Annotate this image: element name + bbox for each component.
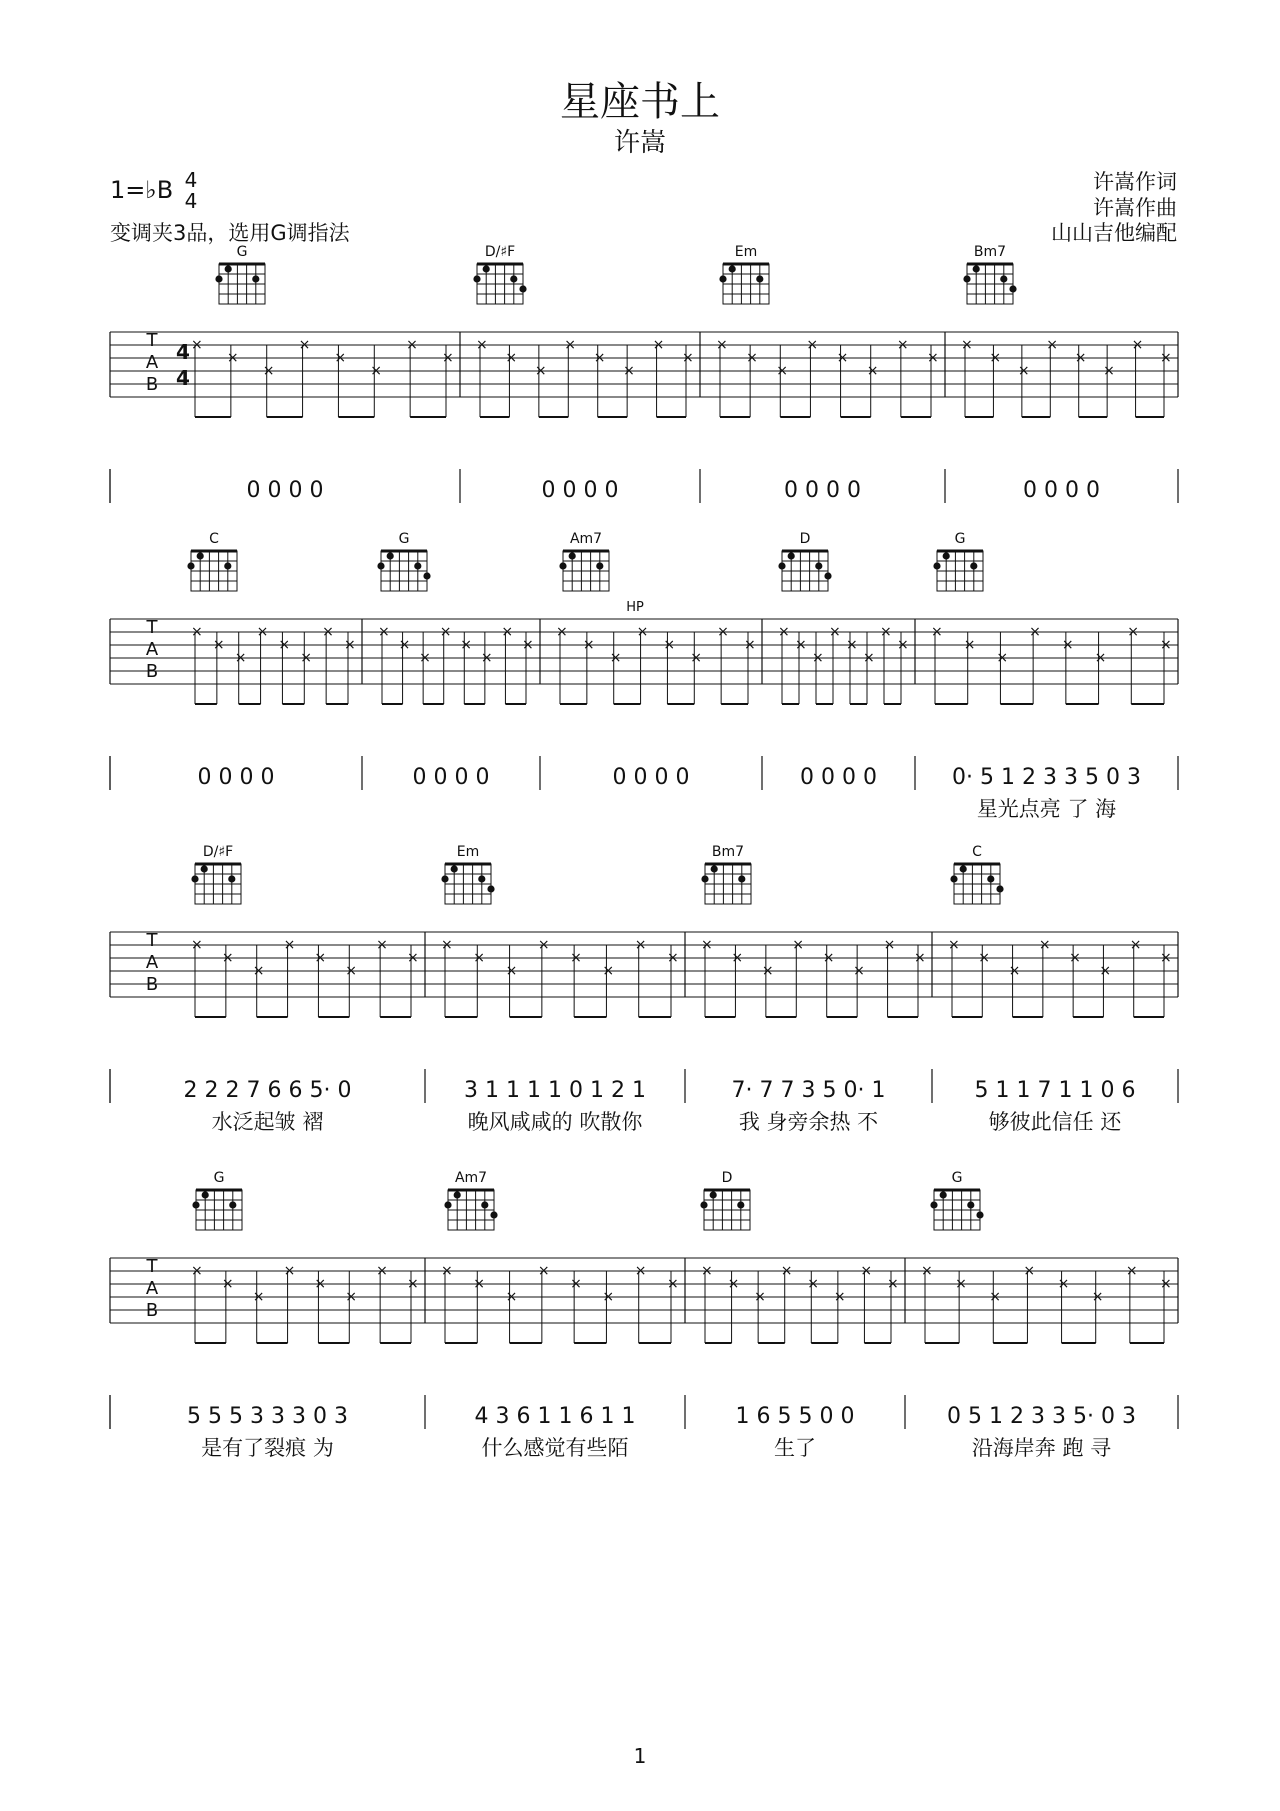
tab-clef-letter: B (145, 374, 159, 395)
chord-diagram (963, 244, 1016, 304)
note-marker: × (256, 624, 269, 640)
note-marker: × (1017, 363, 1030, 379)
chord-dot (710, 1191, 717, 1198)
note-marker: × (887, 1276, 899, 1292)
page-number: 1 (633, 1744, 647, 1768)
note-marker: × (283, 937, 296, 953)
jianpu-measure: 0 0 0 0 (197, 765, 275, 790)
note-marker: × (570, 1276, 582, 1292)
time-signature-top: 4 (184, 168, 198, 192)
chord-dot (490, 1211, 497, 1218)
note-marker: × (441, 937, 453, 953)
note-marker: × (1160, 950, 1172, 966)
note-marker: × (1069, 950, 1081, 966)
arranger-credit: 山山吉他编配 (1051, 221, 1177, 245)
chord-dot (788, 552, 795, 559)
note-marker: × (682, 350, 694, 366)
note-marker: × (746, 350, 758, 366)
note-marker: × (806, 337, 819, 353)
note-marker: × (278, 637, 291, 653)
chord-dot (192, 1201, 199, 1208)
note-marker: × (1131, 337, 1144, 353)
note-marker: × (439, 624, 452, 640)
note-marker: × (978, 950, 991, 966)
chord-dot (510, 275, 517, 282)
jianpu-measure: 0 0 0 0 (412, 765, 490, 790)
note-marker: × (419, 650, 431, 666)
chord-dot (701, 875, 708, 882)
chord-dot (960, 865, 967, 872)
composer-credit: 许嵩作曲 (1093, 196, 1177, 220)
jianpu-measure: 0 0 0 0 (784, 478, 861, 503)
note-marker: × (476, 337, 488, 353)
chord-diagram (930, 1170, 983, 1230)
note-marker: × (226, 350, 239, 366)
note-marker: × (1129, 937, 1142, 953)
chord-diagram (187, 531, 237, 591)
note-marker: × (883, 937, 896, 953)
chord-dot (933, 562, 940, 569)
chord-dot (963, 275, 970, 282)
chord-dot (441, 875, 448, 882)
jianpu-measure: 4 3 6 1 1 6 1 1 (474, 1404, 636, 1429)
tab-clef-letter: T (146, 1256, 158, 1277)
chord-dot (228, 875, 235, 882)
chord-dot (569, 552, 576, 559)
chord-name: Em (456, 844, 480, 860)
note-marker: × (717, 624, 729, 640)
note-marker: × (731, 950, 744, 966)
note-marker: × (460, 637, 473, 653)
chord-dot (824, 572, 831, 579)
note-marker: × (634, 937, 647, 953)
lyric-line: 什么感觉有些陌 (481, 1436, 629, 1460)
note-marker: × (921, 1263, 933, 1279)
note-marker: × (812, 650, 824, 666)
chord-diagram (215, 244, 265, 304)
note-marker: × (376, 1263, 388, 1279)
jianpu-measure: 0 0 0 0 (800, 765, 877, 790)
note-marker: × (505, 1289, 518, 1305)
note-marker: × (833, 1289, 846, 1305)
note-marker: × (1046, 337, 1059, 353)
lyricist-credit: 许嵩作词 (1093, 170, 1177, 194)
chord-diagram (559, 531, 609, 591)
tab-clef-letter: B (145, 661, 159, 682)
jianpu-measure: 7· 7 7 3 5 0· 1 (731, 1078, 886, 1103)
note-marker: × (1160, 350, 1172, 366)
note-marker: × (345, 1289, 358, 1305)
tab-clef-letter: B (145, 974, 159, 995)
note-marker: × (283, 1263, 296, 1279)
note-marker: × (609, 650, 622, 666)
system-row-2 (110, 531, 1178, 821)
note-marker: × (473, 1276, 486, 1292)
note-marker: × (252, 1289, 265, 1305)
chord-dot (483, 265, 490, 272)
chord-name: Am7 (569, 531, 603, 547)
chord-dot (387, 552, 394, 559)
note-marker: × (252, 963, 265, 979)
system-row-1 (110, 244, 1178, 503)
tab-clef-letter: A (145, 952, 159, 973)
system-row-3 (110, 844, 1178, 1134)
jianpu-measure: 0 0 0 0 (246, 478, 324, 503)
chord-name: G (213, 1170, 225, 1186)
tab-clef-letter: T (146, 617, 158, 638)
note-marker: × (996, 650, 1009, 666)
tab-clef-letter: B (145, 1300, 159, 1321)
chord-dot (487, 885, 494, 892)
jianpu-measure: 1 6 5 5 0 0 (735, 1404, 855, 1429)
note-marker: × (602, 963, 615, 979)
note-marker: × (221, 1276, 234, 1292)
chord-diagram (719, 244, 769, 304)
note-marker: × (1125, 1263, 1138, 1279)
note-marker: × (334, 350, 347, 366)
chord-dot (444, 1201, 451, 1208)
note-marker: × (322, 624, 334, 640)
note-marker: × (636, 624, 649, 640)
tab-time-signature: 4 (176, 340, 190, 364)
note-marker: × (853, 963, 865, 979)
tab-clef-letter: A (145, 352, 159, 373)
chord-dot (1009, 285, 1016, 292)
note-marker: × (537, 1263, 550, 1279)
lyric-line: 星光点亮 了 海 (976, 797, 1117, 821)
chord-name: G (398, 531, 410, 547)
note-marker: × (863, 650, 875, 666)
chord-dot (229, 1201, 236, 1208)
chord-dot (815, 562, 822, 569)
chord-dot (201, 865, 208, 872)
chord-dot (252, 275, 259, 282)
note-marker: × (1103, 363, 1115, 379)
chord-dot (596, 562, 603, 569)
note-marker: × (795, 637, 807, 653)
note-marker: × (345, 963, 358, 979)
chord-name: Em (734, 244, 758, 260)
chord-dot (224, 562, 231, 569)
chord-diagram (444, 1170, 497, 1230)
system-row-4 (110, 1170, 1178, 1460)
note-marker: × (754, 1289, 766, 1305)
note-marker: × (602, 1289, 615, 1305)
note-marker: × (897, 637, 909, 653)
chord-diagram (441, 844, 494, 904)
chord-name: D/♯F (202, 844, 234, 860)
note-marker: × (822, 950, 835, 966)
chord-name: D/♯F (484, 244, 516, 260)
chord-dot (454, 1191, 461, 1198)
jianpu-measure: 5 5 5 3 3 3 0 3 (187, 1404, 348, 1429)
chord-dot (215, 275, 222, 282)
lyric-line: 够彼此信任 还 (988, 1110, 1122, 1134)
chord-name: D (799, 531, 811, 547)
note-marker: × (807, 1276, 820, 1292)
note-marker: × (534, 363, 547, 379)
chord-diagram (701, 844, 751, 904)
note-marker: × (778, 624, 790, 640)
note-marker: × (1057, 1276, 1070, 1292)
artist-name: 许嵩 (613, 128, 666, 158)
chord-dot (729, 265, 736, 272)
jianpu-measure: 3 1 1 1 1 0 1 2 1 (464, 1078, 646, 1103)
chord-name: Bm7 (973, 244, 1007, 260)
chord-dot (711, 865, 718, 872)
song-title: 星座书上 (560, 79, 720, 125)
chord-dot (473, 275, 480, 282)
note-marker: × (212, 637, 225, 653)
note-marker: × (191, 624, 203, 640)
note-marker: × (1091, 1289, 1104, 1305)
note-marker: × (744, 637, 756, 653)
note-marker: × (480, 650, 493, 666)
jianpu-measure: 0 0 0 0 (612, 765, 690, 790)
note-marker: × (652, 337, 665, 353)
note-marker: × (298, 337, 311, 353)
note-marker: × (501, 624, 514, 640)
lyric-line: 是有了裂痕 为 (201, 1436, 334, 1460)
jianpu-measure: 0 0 0 0 (541, 478, 619, 503)
chord-dot (738, 875, 745, 882)
chord-diagram (192, 1170, 242, 1230)
note-marker: × (716, 337, 728, 353)
chord-name: G (951, 1170, 963, 1186)
note-marker: × (989, 1289, 1002, 1305)
chord-dot (700, 1201, 707, 1208)
note-marker: × (505, 350, 518, 366)
jianpu-measure: 2 2 2 7 6 6 5· 0 (183, 1078, 352, 1103)
chord-dot (943, 552, 950, 559)
note-marker: × (846, 637, 858, 653)
note-marker: × (1008, 963, 1021, 979)
note-marker: × (927, 350, 939, 366)
time-signature-bottom: 4 (184, 189, 198, 213)
note-marker: × (961, 337, 973, 353)
note-marker: × (701, 937, 713, 953)
note-marker: × (234, 650, 247, 666)
note-marker: × (300, 650, 313, 666)
note-marker: × (398, 637, 411, 653)
note-marker: × (623, 363, 635, 379)
chord-diagram (377, 531, 430, 591)
note-marker: × (866, 363, 879, 379)
chord-dot (225, 265, 232, 272)
note-marker: × (1038, 937, 1051, 953)
note-marker: × (370, 363, 383, 379)
note-marker: × (634, 1263, 647, 1279)
note-marker: × (262, 363, 275, 379)
note-marker: × (880, 624, 892, 640)
chord-diagram (933, 531, 983, 591)
tab-time-signature: 4 (176, 366, 190, 390)
chord-dot (519, 285, 526, 292)
chord-dot (996, 885, 1003, 892)
chord-dot (973, 265, 980, 272)
chord-dot (377, 562, 384, 569)
chord-name: G (236, 244, 248, 260)
chord-dot (970, 562, 977, 569)
note-marker: × (836, 350, 849, 366)
chord-dot (187, 562, 194, 569)
note-marker: × (191, 1263, 203, 1279)
note-marker: × (663, 637, 676, 653)
jianpu-measure: 0· 5 1 2 3 3 5 0 3 (952, 765, 1141, 790)
note-marker: × (776, 363, 789, 379)
note-marker: × (314, 1276, 327, 1292)
note-marker: × (690, 650, 703, 666)
note-marker: × (989, 350, 1002, 366)
note-marker: × (441, 1263, 453, 1279)
chord-dot (987, 875, 994, 882)
chord-name: C (972, 844, 982, 860)
note-marker: × (344, 637, 356, 653)
tab-clef-letter: A (145, 639, 159, 660)
note-marker: × (407, 1276, 419, 1292)
chord-dot (1000, 275, 1007, 282)
chord-dot (481, 1201, 488, 1208)
chord-name: Bm7 (711, 844, 745, 860)
note-marker: × (1094, 650, 1107, 666)
note-marker: × (556, 624, 568, 640)
note-marker: × (1099, 963, 1112, 979)
tab-clef-letter: A (145, 1278, 159, 1299)
chord-dot (414, 562, 421, 569)
lyric-line: 晚风咸咸的 吹散你 (467, 1110, 643, 1134)
chord-name: Am7 (454, 1170, 488, 1186)
chord-name: C (209, 531, 219, 547)
note-marker: × (727, 1276, 740, 1292)
note-marker: × (1029, 624, 1041, 640)
note-marker: × (564, 337, 577, 353)
note-marker: × (1023, 1263, 1036, 1279)
note-marker: × (442, 350, 454, 366)
chord-dot (191, 875, 198, 882)
note-marker: × (191, 337, 203, 353)
chord-dot (778, 562, 785, 569)
note-marker: × (1160, 637, 1172, 653)
chord-dot (930, 1201, 937, 1208)
note-marker: × (376, 937, 388, 953)
chord-dot (423, 572, 430, 579)
note-marker: × (931, 624, 943, 640)
note-marker: × (860, 1263, 873, 1279)
chord-dot (719, 275, 726, 282)
note-marker: × (1074, 350, 1087, 366)
chord-diagram (700, 1170, 750, 1230)
chord-diagram (191, 844, 241, 904)
chord-dot (559, 562, 566, 569)
lyric-line: 我 身旁余热 不 (738, 1110, 879, 1134)
note-marker: × (537, 937, 550, 953)
chord-dot (202, 1191, 209, 1198)
note-marker: × (667, 950, 679, 966)
note-marker: × (406, 337, 418, 353)
note-marker: × (191, 937, 203, 953)
chord-name: G (954, 531, 966, 547)
note-marker: × (667, 1276, 679, 1292)
tab-clef-letter: T (146, 330, 158, 351)
tab-clef-letter: T (146, 930, 158, 951)
lyric-line: 沿海岸奔 跑 寻 (971, 1436, 1112, 1460)
lyric-line: 生了 (774, 1436, 816, 1460)
note-marker: × (570, 950, 582, 966)
note-marker: × (378, 624, 390, 640)
note-marker: × (948, 937, 960, 953)
note-marker: × (761, 963, 774, 979)
note-marker: × (963, 637, 976, 653)
note-marker: × (407, 950, 419, 966)
chord-dot (967, 1201, 974, 1208)
note-marker: × (914, 950, 926, 966)
note-marker: × (701, 1263, 713, 1279)
note-marker: × (314, 950, 327, 966)
chord-name: D (721, 1170, 733, 1186)
chord-dot (737, 1201, 744, 1208)
note-marker: × (522, 637, 534, 653)
lyric-line: 水泛起皱 褶 (211, 1110, 324, 1134)
chord-diagram (473, 244, 526, 304)
note-marker: × (780, 1263, 793, 1279)
note-marker: × (792, 937, 805, 953)
technique-label: HP (626, 600, 644, 615)
chord-dot (478, 875, 485, 882)
chord-dot (451, 865, 458, 872)
note-marker: × (1127, 624, 1140, 640)
note-marker: × (473, 950, 486, 966)
note-marker: × (221, 950, 234, 966)
chord-dot (940, 1191, 947, 1198)
chord-diagram (778, 531, 831, 591)
note-marker: × (1160, 1276, 1172, 1292)
note-marker: × (955, 1276, 967, 1292)
chord-dot (197, 552, 204, 559)
key-signature: 1=♭B (110, 176, 174, 204)
chord-diagram (950, 844, 1003, 904)
note-marker: × (829, 624, 841, 640)
note-marker: × (1061, 637, 1074, 653)
jianpu-measure: 0 5 1 2 3 3 5· 0 3 (947, 1404, 1136, 1429)
note-marker: × (505, 963, 518, 979)
chord-dot (950, 875, 957, 882)
note-marker: × (582, 637, 595, 653)
capo-note: 变调夹3品，选用G调指法 (110, 221, 350, 245)
jianpu-measure: 5 1 1 7 1 1 0 6 (974, 1078, 1136, 1103)
note-marker: × (896, 337, 909, 353)
chord-dot (976, 1211, 983, 1218)
jianpu-measure: 0 0 0 0 (1023, 478, 1100, 503)
note-marker: × (593, 350, 606, 366)
chord-dot (756, 275, 763, 282)
